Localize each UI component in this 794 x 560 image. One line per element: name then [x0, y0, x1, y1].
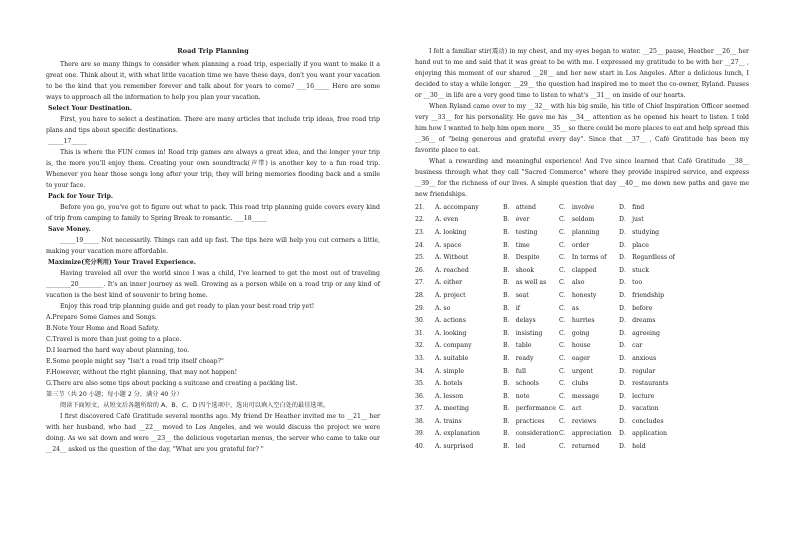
question-number: 32． — [415, 342, 430, 350]
option-c: C． seldom — [559, 216, 595, 224]
options-table — [415, 201, 749, 453]
cloze-paragraph-3: When Ryland came over to my __32__ with his big smile, his title of Chief Inspiration Officer seemed very __33__ for his personality. He gave me his __34__ attention as he opened his heart to listen. I told him how I wanted to help him open more __35__ so there could be more places to eat and help spread this __36__ of "being generous and grateful every day". Since that __37__ , Café Gratitude has been my favorite place to eat. — [415, 103, 749, 154]
question-number: 33． — [415, 354, 430, 362]
question-number: 23． — [415, 228, 430, 236]
question-row — [415, 327, 749, 340]
option-line: D.I learned the hard way about planning, too. — [46, 347, 190, 354]
question-number: 21． — [415, 203, 430, 211]
option-a: A. actions — [435, 317, 466, 325]
option-line: G.There are also some tips about packing a suitcase and creating a packing list. — [46, 380, 298, 387]
section-heading: 第三节（共 20 小题；每小题 2 分，满分 40 分） — [46, 391, 183, 398]
option-b: B． time — [503, 241, 530, 249]
heading-pack: Pack for Your Trip. — [48, 193, 114, 200]
option-line: A.Prepare Some Games and Songs. — [46, 314, 157, 321]
option-a: A. Without — [435, 254, 469, 262]
cloze-paragraph-4: What a rewarding and meaningful experience! And I've since learned that Café Gratitude __38__ business through what they call "Sacred Commerce" where they provide inspired service, and express __39__ for the richness of our lives. A simple question that day __40__ me down new paths and gave me new friendships. — [415, 158, 749, 198]
option-a: A. project — [435, 291, 466, 299]
option-c: C． clubs — [559, 380, 589, 388]
question-row — [415, 264, 749, 277]
option-b: B． shook — [503, 266, 535, 274]
option-c: C． order — [559, 241, 590, 249]
option-c: C． as — [559, 304, 579, 312]
option-b: B． attend — [503, 203, 536, 211]
question-row — [415, 440, 749, 453]
question-row — [415, 314, 749, 327]
option-a: A. explanation — [435, 430, 481, 438]
option-a: A. even — [435, 216, 459, 224]
option-c: C． going — [559, 329, 590, 337]
question-number: 25． — [415, 254, 430, 262]
question-row — [415, 289, 749, 302]
pack-paragraph: Before you go, you've got to figure out what to pack. This road trip planning guide covers every kind of trip from camping to family to Spring Break to romantic. ___18_____ — [46, 204, 380, 222]
question-row — [415, 226, 749, 239]
left-column — [46, 46, 380, 455]
option-c: C． clapped — [559, 266, 597, 274]
question-number: 27． — [415, 279, 430, 287]
option-b: B． consideration — [503, 430, 559, 438]
option-a: A. looking — [435, 228, 467, 236]
option-a: A. either — [435, 279, 463, 287]
option-b: B． testing — [503, 228, 538, 236]
option-a: A. space — [435, 241, 462, 249]
option-a: A. so — [435, 304, 451, 312]
question-row — [415, 377, 749, 390]
option-c: C． hurries — [559, 317, 595, 325]
option-c: C． honesty — [559, 291, 597, 299]
maximize-paragraph: Having traveled all over the world since I was a child, I've learned to get the most out of traveling ________20________. It's an inner journey as well. Growing as a person while on a road trip or any kind of vacation is the best kind of souvenir to bring home. — [46, 270, 380, 299]
question-number: 39． — [415, 430, 430, 438]
option-d: D． just — [619, 216, 644, 224]
option-d: D． car — [619, 342, 643, 350]
option-d: D． lecture — [619, 392, 655, 400]
question-number: 35． — [415, 380, 430, 388]
option-c: C． involve — [559, 203, 595, 211]
question-number: 22． — [415, 216, 430, 224]
question-row — [415, 201, 749, 214]
option-c: C． act — [559, 405, 582, 413]
option-b: B． ready — [503, 354, 534, 362]
section-instructions: 阅读下面短文，从短文后各题所给的 A、B、C、D 四个选项中，选出可以填入空白处的最佳选项。 — [60, 402, 329, 409]
question-number: 24． — [415, 241, 430, 249]
option-d: D． vacation — [619, 405, 659, 413]
option-d: D． stuck — [619, 266, 649, 274]
option-d: D． Regardless of — [619, 254, 675, 262]
option-d: D． restaurants — [619, 380, 669, 388]
option-b: B． Despite — [503, 254, 540, 262]
option-c: C． reviews — [559, 417, 597, 425]
option-c: C． also — [559, 279, 585, 287]
option-b: B． practices — [503, 417, 545, 425]
option-d: D． held — [619, 443, 646, 451]
closing-paragraph: Enjoy this road trip planning guide and get ready to plan your best road trip yet! — [60, 303, 315, 310]
blank-17: _____17_____ — [48, 138, 87, 145]
passage-title: Road Trip Planning — [177, 47, 249, 55]
option-d: D． concludes — [619, 417, 664, 425]
option-b: B． schools — [503, 380, 539, 388]
question-number: 29． — [415, 304, 430, 312]
question-row — [415, 251, 749, 264]
option-c: C． urgent — [559, 367, 593, 375]
question-row — [415, 415, 749, 428]
option-d: D． agreeing — [619, 329, 660, 337]
option-a: A. surprised — [435, 443, 474, 451]
question-row — [415, 352, 749, 365]
option-a: A. hotels — [435, 380, 463, 388]
option-c: C． house — [559, 342, 591, 350]
option-b: B． ever — [503, 216, 530, 224]
question-number: 30． — [415, 317, 430, 325]
option-a: A. suitable — [435, 354, 469, 362]
option-line: F.However, without the right planning, that may not happen! — [46, 369, 238, 376]
question-row — [415, 302, 749, 315]
option-c: C． eager — [559, 354, 590, 362]
question-row — [415, 365, 749, 378]
question-row — [415, 340, 749, 353]
option-d: D． application — [619, 430, 668, 438]
option-c: C． message — [559, 392, 600, 400]
question-number: 26． — [415, 266, 430, 274]
option-a: A. trains — [435, 417, 462, 425]
option-b: B． note — [503, 392, 530, 400]
option-d: D． place — [619, 241, 649, 249]
option-c: C． appreciation — [559, 430, 612, 438]
option-d: D． regular — [619, 367, 656, 375]
option-line: C.Travel is more than just going to a place. — [46, 336, 182, 343]
question-number: 40． — [415, 443, 430, 451]
cloze-paragraph-2: I felt a familiar stir(震动) in my chest, and my eyes began to water. __25__ pause, Heather __26__ her hand out to me and said that it was great to be with me. I expressed my gratitude to be with her __27__ , enjoying this moment of our shared __28__ and her new start in Los Angeles. After a delicious lunch, I decided to stay a while longer. __29__ the question had inspired me to meet the co-owner, Ryland. Pauses or __30__ in life are a very good time to listen to what's __31__ on inside of our hearts. — [415, 48, 749, 99]
option-b: B． led — [503, 443, 526, 451]
option-a: A. accompany — [435, 203, 479, 211]
question-row — [415, 403, 749, 416]
question-row — [415, 277, 749, 290]
question-row — [415, 390, 749, 403]
option-b: B． seat — [503, 291, 529, 299]
question-number: 36． — [415, 392, 430, 400]
question-number: 31． — [415, 329, 430, 337]
question-number: 38． — [415, 417, 430, 425]
cloze-paragraph-1: I first discovered Café Gratitude several months ago. My friend Dr Heather invited me to __21__ her with her husband, who had __22__ moved to Los Angeles, and we would discuss the project we were doing. As we sat down and were __23__ the delicious vegetarian menus, the server who came to take our __24__ asked us the question of the day, "What are you grateful for? " — [46, 413, 380, 453]
option-d: D． studying — [619, 228, 660, 236]
option-d: D． dreams — [619, 317, 656, 325]
question-number: 37． — [415, 405, 430, 413]
save-money-paragraph: _____19_____ Not necessarily. Things can add up fast. The tips here will help you cut corners a little, making your vacation more affordable. — [46, 237, 380, 255]
fun-paragraph: This is where the FUN comes in! Road trip games are always a great idea, and the longer your trip is, the more you'll enjoy them. Creating your own soundtrack(声带) is another key to a fun road trip. Whenever you hear those songs long after your trip, they will bring memories flooding back and a smile to your face. — [46, 149, 380, 189]
option-d: D． friendship — [619, 291, 665, 299]
option-a: A. company — [435, 342, 472, 350]
destination-paragraph: First, you have to select a destination. There are many articles that include trip ideas, free road trip plans and tips about specific destinations. — [46, 116, 380, 134]
question-number: 34． — [415, 367, 430, 375]
option-b: B． delays — [503, 317, 536, 325]
question-row — [415, 428, 749, 441]
option-b: B． performance — [503, 405, 556, 413]
heading-save-money: Save Money. — [48, 226, 91, 233]
option-c: C． planning — [559, 228, 600, 236]
option-c: C． In terms of — [559, 254, 607, 262]
option-b: B． insisting — [503, 329, 543, 337]
option-b: B． table — [503, 342, 532, 350]
option-line: B.Note Your Home and Road Safety. — [46, 325, 160, 332]
option-b: B． full — [503, 367, 526, 375]
heading-maximize: Maximize(充分利用) Your Travel Experience. — [48, 259, 196, 266]
option-a: A. simple — [435, 367, 465, 375]
question-number: 28． — [415, 291, 430, 299]
option-b: B． as well as — [503, 279, 547, 287]
option-line: E.Some people might say "Isn't a road trip itself cheap?" — [46, 358, 224, 365]
option-a: A. looking — [435, 329, 467, 337]
option-a: A. lesson — [435, 392, 464, 400]
option-c: C． returned — [559, 443, 600, 451]
question-row — [415, 214, 749, 227]
option-a: A. reached — [435, 266, 469, 274]
option-d: D． too — [619, 279, 643, 287]
option-b: B． if — [503, 304, 520, 312]
option-d: D． anxious — [619, 354, 657, 362]
intro-paragraph: There are so many things to consider when planning a road trip, especially if you want to make it a great one. Think about it, with what little vacation time we have these days, don't you want your vacation to be the kind that you remember forever and talk about for years to come? ___16_____ Here are some ways to approach all the information to help you plan your vacation. — [46, 61, 380, 101]
question-row — [415, 239, 749, 252]
right-column — [415, 46, 749, 453]
heading-select-destination: Select Your Destination. — [48, 105, 132, 112]
option-d: D． before — [619, 304, 653, 312]
option-a: A. meeting — [435, 405, 470, 413]
option-d: D． find — [619, 203, 645, 211]
